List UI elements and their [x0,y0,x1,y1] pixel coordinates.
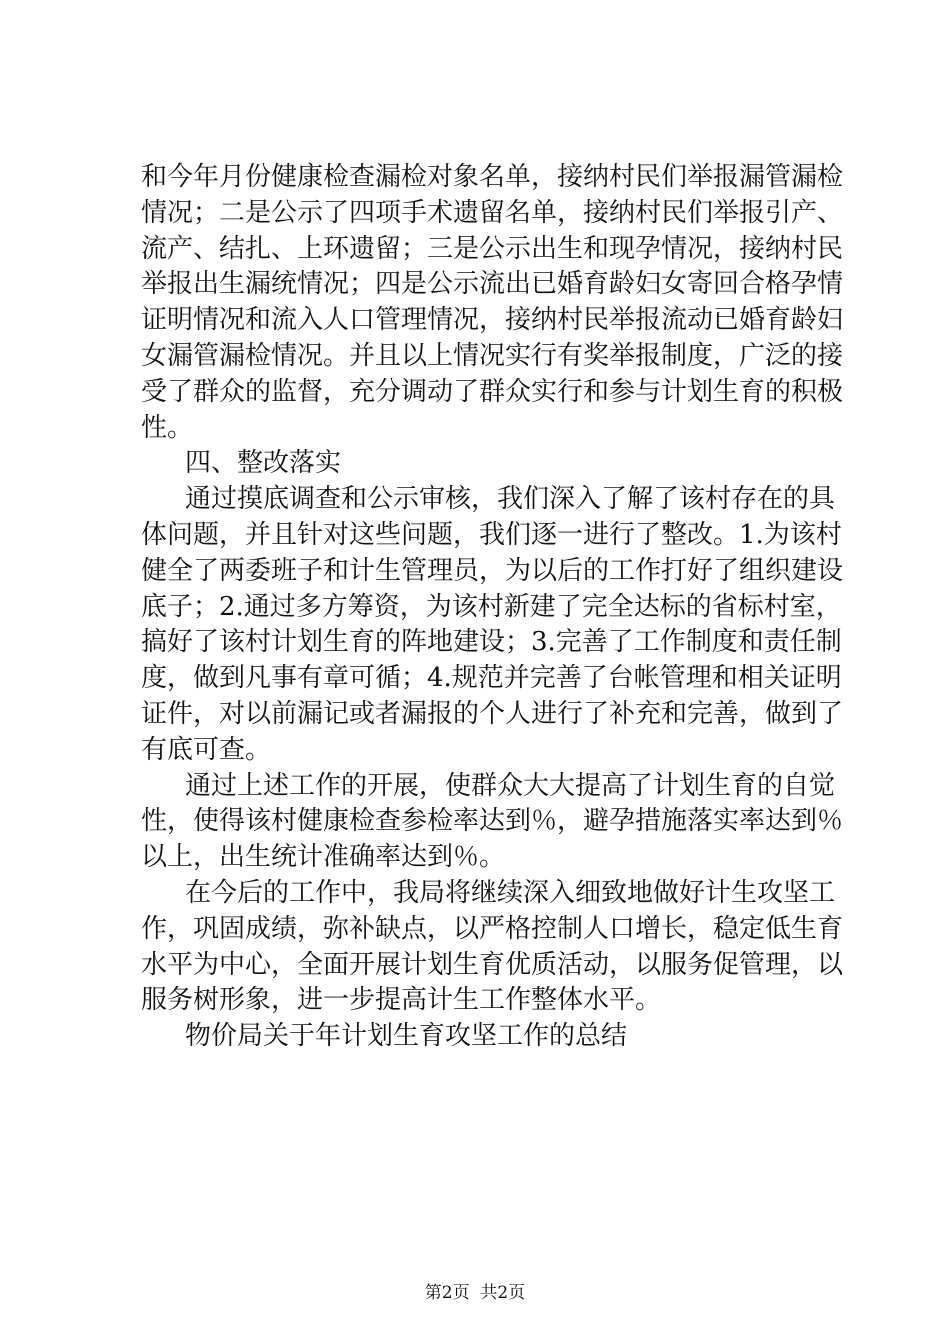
text-line: 体问题，并且针对这些问题，我们逐一进行了整改。1.为该村 [141,519,842,550]
text-line: 在今后的工作中，我局将继续深入细致地做好计生攻坚工 [185,877,836,908]
text-line: 情况；二是公示了四项手术遗留名单，接纳村民们举报引产、 [141,197,844,228]
text-line: 通过上述工作的开展，使群众大大提高了计划生育的自觉 [185,770,836,801]
text-line: 健全了两委班子和计生管理员，为以后的工作打好了组织建设 [141,555,844,586]
page-number-label: 第2页 共2页 [424,1283,526,1303]
text-line: 流产、结扎、上环遗留；三是公示出生和现孕情况，接纳村民 [141,233,844,264]
text-line: 性，使得该村健康检查参检率达到％，避孕措施落实率达到％ [141,806,844,837]
text-line: 举报出生漏统情况；四是公示流出已婚育龄妇女寄回合格孕情 [141,269,844,300]
page-footer [0,1282,950,1304]
text-line: 物价局关于年计划生育攻坚工作的总结 [185,1021,628,1052]
text-line: 作，巩固成绩，弥补缺点，以严格控制人口增长，稳定低生育 [141,913,844,944]
text-line: 女漏管漏检情况。并且以上情况实行有奖举报制度，广泛的接 [141,340,844,371]
text-line: 四、整改落实 [185,448,342,479]
text-line: 通过摸底调查和公示审核，我们深入了解了该村存在的具 [185,484,836,515]
text-line: 证件，对以前漏记或者漏报的个人进行了补充和完善，做到了 [141,698,844,729]
text-line: 以上，出生统计准确率达到％。 [141,842,506,873]
text-line: 受了群众的监督，充分调动了群众实行和参与计划生育的积极 [141,376,844,407]
text-line: 水平为中心，全面开展计划生育优质活动，以服务促管理，以 [141,949,844,980]
text-line: 度，做到凡事有章可循；4.规范并完善了台帐管理和相关证明 [141,663,842,694]
text-line: 底子；2.通过多方筹资，为该村新建了完全达标的省标村室， [141,591,842,622]
text-line: 搞好了该村计划生育的阵地建设；3.完善了工作制度和责任制 [141,627,842,658]
text-line: 和今年月份健康检查漏检对象名单，接纳村民们举报漏管漏检 [141,162,844,192]
text-line: 服务树形象，进一步提高计生工作整体水平。 [141,985,662,1016]
text-line: 证明情况和流入人口管理情况，接纳村民举报流动已婚育龄妇 [141,305,844,336]
document-body [141,160,844,1055]
text-line: 性。 [141,412,194,443]
text-line: 有底可查。 [141,734,272,765]
